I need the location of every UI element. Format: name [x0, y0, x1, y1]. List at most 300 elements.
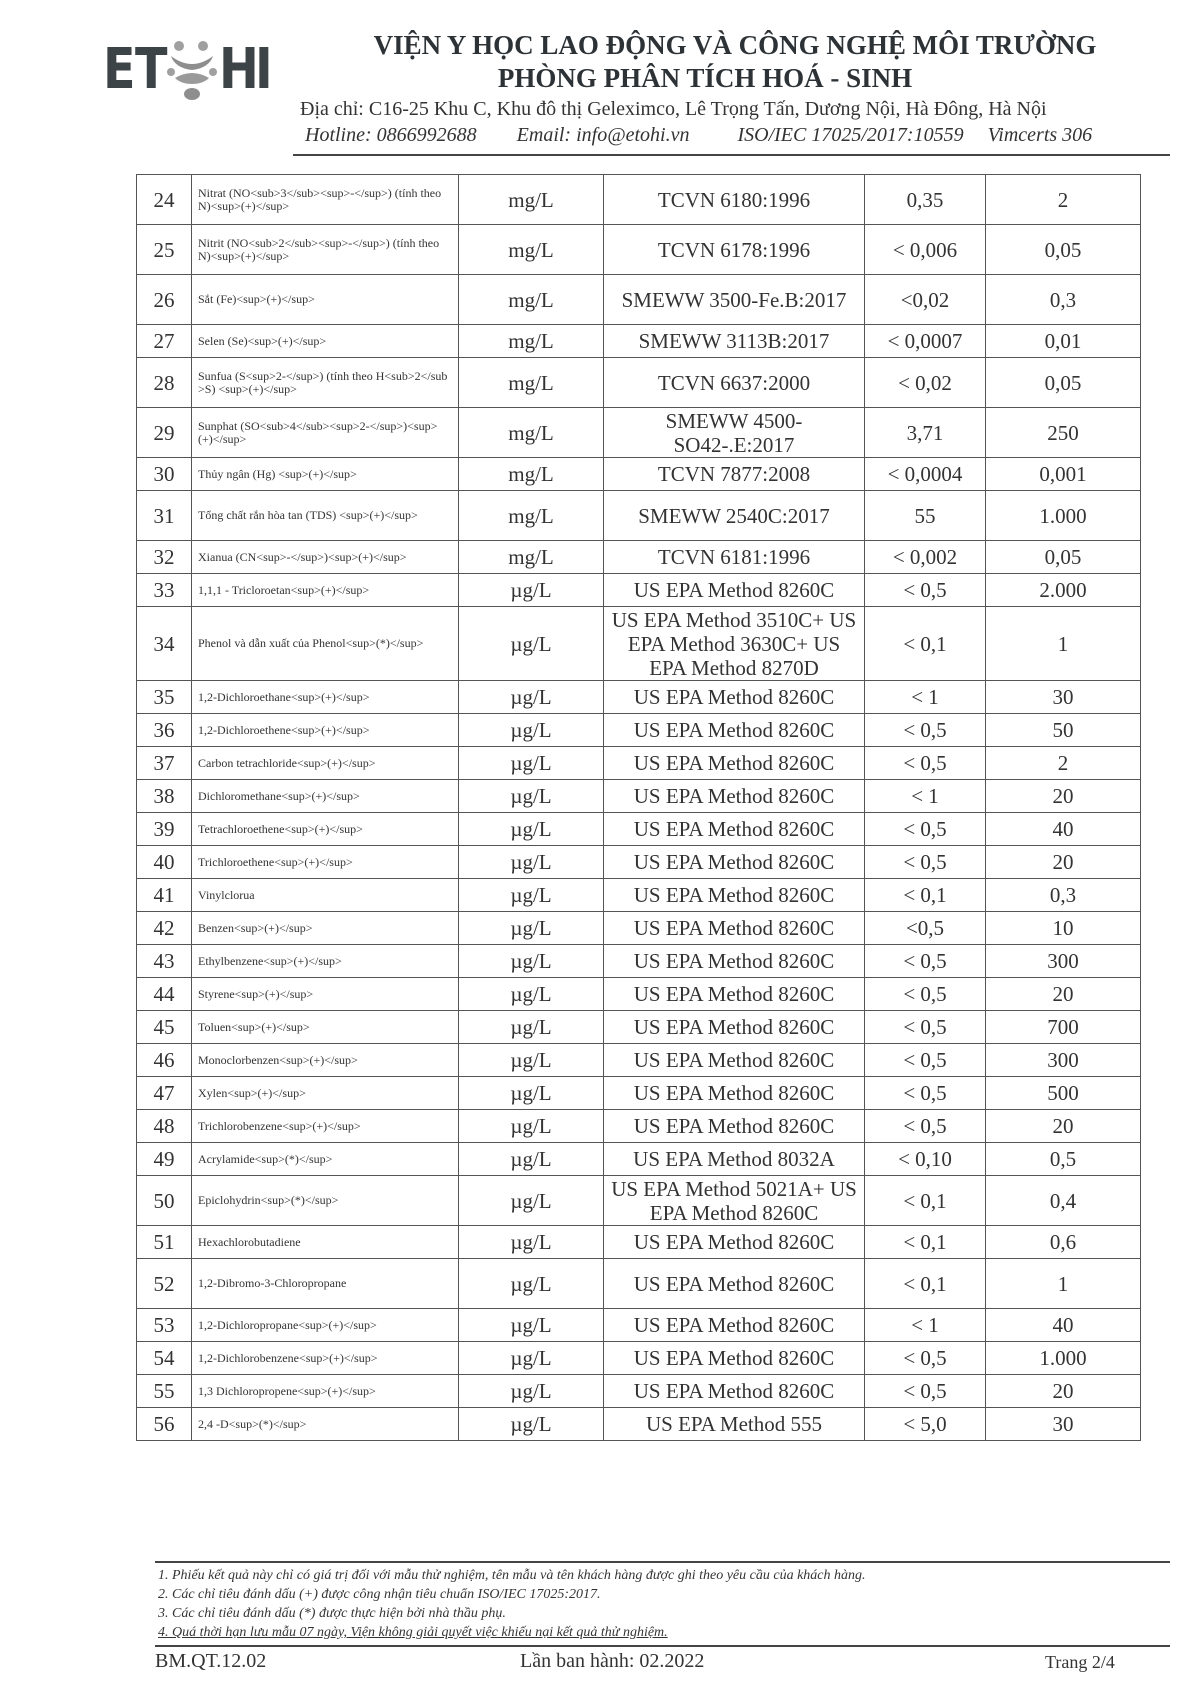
row-number-cell — [137, 1408, 192, 1441]
limit-value-cell — [986, 780, 1141, 813]
parameter-name: Tetrachloroethene<sup>(+)</sup> — [198, 821, 363, 836]
table-row — [137, 607, 1141, 681]
result-value: < 5,0 — [903, 1412, 947, 1436]
test-method-cell — [604, 1077, 865, 1110]
parameter-name: 1,2-Dichloroethane<sup>(+)</sup> — [198, 689, 370, 704]
row-number-cell — [137, 541, 192, 574]
result-value: < 0,5 — [903, 1379, 947, 1403]
parameter-name-cell — [192, 1226, 459, 1259]
limit-value: 0,05 — [1044, 545, 1082, 569]
row-number-cell — [137, 1259, 192, 1309]
limit-value-cell — [986, 714, 1141, 747]
note-1: 1. Phiếu kết quả này chỉ có giá trị đối với mẫu thử nghiệm, tên mẫu và tên khách hàng được ghi theo yêu cầu của khách hàng. — [158, 1568, 866, 1583]
limit-value-cell — [986, 1077, 1141, 1110]
table-row — [137, 681, 1141, 714]
parameter-name-cell — [192, 912, 459, 945]
limit-value: 2 — [1057, 751, 1069, 775]
parameter-name-cell — [192, 225, 459, 275]
footer-divider — [155, 1645, 1170, 1647]
result-value: < 0,5 — [903, 1114, 947, 1138]
unit-cell — [459, 1259, 604, 1309]
result-value-cell — [865, 358, 986, 408]
result-value-cell — [865, 458, 986, 491]
unit-cell — [459, 846, 604, 879]
unit: µg/L — [510, 850, 552, 874]
parameter-name-cell — [192, 574, 459, 607]
test-method-cell — [604, 458, 865, 491]
unit: µg/L — [510, 1048, 552, 1072]
parameter-name: Trichlorobenzene<sup>(+)</sup> — [198, 1118, 361, 1133]
result-value-cell — [865, 1259, 986, 1309]
unit-cell — [459, 1044, 604, 1077]
row-number-cell — [137, 1176, 192, 1226]
parameter-name-cell — [192, 541, 459, 574]
row-number: 30 — [153, 462, 175, 486]
limit-value: 500 — [1047, 1081, 1079, 1105]
test-method-cell — [604, 275, 865, 325]
result-value-cell — [865, 1143, 986, 1176]
row-number: 43 — [153, 949, 175, 973]
limit-value: 20 — [1052, 982, 1074, 1006]
limit-value-cell — [986, 1011, 1141, 1044]
unit: µg/L — [510, 982, 552, 1006]
parameter-name: Xianua (CN<sup>-</sup>)<sup>(+)</sup> — [198, 549, 407, 564]
limit-value: 0,5 — [1049, 1147, 1077, 1171]
unit-cell — [459, 1408, 604, 1441]
table-row — [137, 408, 1141, 458]
limit-value-cell — [986, 1110, 1141, 1143]
test-method: US EPA Method 8260C — [633, 1271, 835, 1296]
result-value: < 0,1 — [903, 631, 947, 656]
result-value-cell — [865, 1408, 986, 1441]
logo-figure-icon — [165, 38, 219, 102]
row-number-cell — [137, 1226, 192, 1259]
logo-letter-i: I — [255, 37, 273, 102]
row-number-cell — [137, 1011, 192, 1044]
result-value: 55 — [914, 503, 936, 528]
unit-cell — [459, 912, 604, 945]
table-row — [137, 978, 1141, 1011]
limit-value: 0,001 — [1039, 462, 1087, 486]
parameter-name: 1,3 Dichloropropene<sup>(+)</sup> — [198, 1383, 376, 1398]
row-number: 32 — [153, 545, 175, 569]
row-number: 50 — [153, 1188, 175, 1213]
test-method: TCVN 6637:2000 — [657, 370, 811, 395]
row-number-cell — [137, 491, 192, 541]
unit: µg/L — [510, 916, 552, 940]
issue-date: Lần ban hành: 02.2022 — [520, 1650, 705, 1672]
test-method: US EPA Method 8260C — [633, 751, 835, 775]
parameter-name: Styrene<sup>(+)</sup> — [198, 986, 314, 1001]
parameter-name-cell — [192, 1259, 459, 1309]
test-method: US EPA Method 8260C — [633, 685, 835, 709]
test-method: SMEWW 4500-SO42-.E:2017 — [665, 408, 803, 457]
row-number: 35 — [153, 685, 175, 709]
table-row — [137, 780, 1141, 813]
unit: µg/L — [510, 751, 552, 775]
test-method: US EPA Method 5021A+ US EPA Method 8260C — [611, 1176, 857, 1225]
limit-value-cell — [986, 846, 1141, 879]
result-value-cell — [865, 1176, 986, 1226]
results-table — [136, 174, 1141, 1441]
parameter-name-cell — [192, 1110, 459, 1143]
limit-value: 30 — [1052, 685, 1074, 709]
note-4: 4. Quá thời hạn lưu mẫu 07 ngày, Viện không giải quyết việc khiếu nại kết quả thử nghiệm. — [158, 1625, 668, 1640]
row-number-cell — [137, 912, 192, 945]
parameter-name-cell — [192, 1309, 459, 1342]
result-value: < 0,5 — [903, 1015, 947, 1039]
table-row — [137, 275, 1141, 325]
limit-value: 0,3 — [1049, 883, 1077, 907]
etohi-logo — [103, 30, 273, 110]
unit-cell — [459, 607, 604, 681]
row-number-cell — [137, 1375, 192, 1408]
test-method: US EPA Method 8260C — [633, 1048, 835, 1072]
parameter-name-cell — [192, 1077, 459, 1110]
test-method: US EPA Method 8032A — [633, 1147, 835, 1171]
row-number: 40 — [153, 850, 175, 874]
limit-value-cell — [986, 945, 1141, 978]
result-value: < 0,5 — [903, 718, 947, 742]
result-value-cell — [865, 1309, 986, 1342]
parameter-name: Hexachlorobutadiene — [198, 1234, 301, 1249]
row-number: 36 — [153, 718, 175, 742]
row-number: 37 — [153, 751, 175, 775]
unit: µg/L — [510, 883, 552, 907]
result-value: < 0,1 — [903, 1188, 947, 1213]
row-number: 45 — [153, 1015, 175, 1039]
limit-value-cell — [986, 912, 1141, 945]
limit-value: 20 — [1052, 1379, 1074, 1403]
table-row — [137, 1259, 1141, 1309]
parameter-name-cell — [192, 813, 459, 846]
notes-divider — [155, 1561, 1170, 1563]
test-method: US EPA Method 8260C — [633, 1114, 835, 1138]
note-2: 2. Các chỉ tiêu đánh dấu (+) được công nhận tiêu chuẩn ISO/IEC 17025:2017. — [158, 1587, 601, 1602]
test-method: US EPA Method 8260C — [633, 718, 835, 742]
limit-value: 0,05 — [1044, 370, 1082, 395]
unit-cell — [459, 945, 604, 978]
test-method: US EPA Method 8260C — [633, 1081, 835, 1105]
page-number: Trang 2/4 — [1045, 1652, 1115, 1672]
row-number: 51 — [153, 1230, 175, 1254]
test-method-cell — [604, 1176, 865, 1226]
unit: µg/L — [510, 1346, 552, 1370]
parameter-name-cell — [192, 1176, 459, 1226]
result-value-cell — [865, 978, 986, 1011]
table-row — [137, 1044, 1141, 1077]
unit: µg/L — [510, 949, 552, 973]
row-number-cell — [137, 1143, 192, 1176]
parameter-name: Toluen<sup>(+)</sup> — [198, 1019, 310, 1034]
limit-value-cell — [986, 747, 1141, 780]
limit-value: 0,3 — [1049, 287, 1077, 312]
parameter-name: 1,2-Dichloroethene<sup>(+)</sup> — [198, 722, 370, 737]
limit-value-cell — [986, 574, 1141, 607]
limit-value: 700 — [1047, 1015, 1079, 1039]
table-row — [137, 175, 1141, 225]
result-value: 3,71 — [906, 420, 944, 445]
unit: mg/L — [508, 287, 554, 312]
limit-value-cell — [986, 1342, 1141, 1375]
parameter-name-cell — [192, 945, 459, 978]
parameter-name-cell — [192, 879, 459, 912]
parameter-name: Nitrat (NO<sub>3</sub><sup>-</sup>) (tính theo N)<sup>(+)</sup> — [198, 185, 442, 213]
row-number: 28 — [153, 370, 175, 395]
result-value: < 0,5 — [903, 751, 947, 775]
limit-value: 0,05 — [1044, 237, 1082, 262]
test-method: US EPA Method 3510C+ US EPA Method 3630C+ US EPA Method 8270D — [611, 607, 857, 680]
parameter-name-cell — [192, 681, 459, 714]
result-value: < 0,1 — [903, 883, 947, 907]
result-value: <0,02 — [900, 287, 950, 312]
test-method-cell — [604, 978, 865, 1011]
unit-cell — [459, 541, 604, 574]
result-value-cell — [865, 1226, 986, 1259]
limit-value: 50 — [1052, 718, 1074, 742]
test-method-cell — [604, 1375, 865, 1408]
result-value: < 0,5 — [903, 1081, 947, 1105]
unit-cell — [459, 358, 604, 408]
table-row — [137, 1375, 1141, 1408]
unit: µg/L — [510, 817, 552, 841]
limit-value: 10 — [1052, 916, 1074, 940]
unit-cell — [459, 408, 604, 458]
row-number-cell — [137, 978, 192, 1011]
unit-cell — [459, 1143, 604, 1176]
unit-cell — [459, 1226, 604, 1259]
table-row — [137, 1176, 1141, 1226]
limit-value-cell — [986, 325, 1141, 358]
test-method: SMEWW 2540C:2017 — [638, 503, 830, 528]
row-number: 56 — [153, 1412, 175, 1436]
unit-cell — [459, 1011, 604, 1044]
result-value: < 1 — [911, 784, 939, 808]
parameter-name-cell — [192, 747, 459, 780]
result-value-cell — [865, 1110, 986, 1143]
limit-value-cell — [986, 1259, 1141, 1309]
row-number-cell — [137, 1309, 192, 1342]
result-value: < 0,1 — [903, 1271, 947, 1296]
table-row — [137, 912, 1141, 945]
result-value-cell — [865, 408, 986, 458]
parameter-name-cell — [192, 358, 459, 408]
table-row — [137, 458, 1141, 491]
result-value: < 0,0007 — [887, 329, 963, 353]
test-method: US EPA Method 8260C — [633, 578, 835, 602]
table-row — [137, 574, 1141, 607]
unit: µg/L — [510, 1313, 552, 1337]
table-row — [137, 846, 1141, 879]
row-number: 24 — [153, 187, 175, 212]
row-number-cell — [137, 325, 192, 358]
limit-value: 0,6 — [1049, 1230, 1077, 1254]
test-method-cell — [604, 225, 865, 275]
table-row — [137, 747, 1141, 780]
table-row — [137, 1309, 1141, 1342]
row-number: 42 — [153, 916, 175, 940]
parameter-name: Benzen<sup>(+)</sup> — [198, 920, 313, 935]
parameter-name-cell — [192, 1143, 459, 1176]
vimcerts: Vimcerts 306 — [987, 124, 1093, 146]
parameter-name: Epiclohydrin<sup>(*)</sup> — [198, 1193, 339, 1207]
unit: mg/L — [508, 545, 554, 569]
unit: µg/L — [510, 718, 552, 742]
parameter-name-cell — [192, 175, 459, 225]
table-row — [137, 1143, 1141, 1176]
table-row — [137, 225, 1141, 275]
row-number-cell — [137, 681, 192, 714]
row-number: 38 — [153, 784, 175, 808]
result-value: < 0,10 — [898, 1147, 952, 1171]
test-method: TCVN 6180:1996 — [657, 187, 811, 212]
row-number: 27 — [153, 329, 175, 353]
hotline: Hotline: 0866992688 — [305, 124, 477, 146]
limit-value: 1.000 — [1039, 503, 1087, 528]
notes — [158, 1566, 866, 1642]
test-method-cell — [604, 358, 865, 408]
test-method: US EPA Method 8260C — [633, 1313, 835, 1337]
unit-cell — [459, 1342, 604, 1375]
row-number-cell — [137, 175, 192, 225]
test-method: US EPA Method 8260C — [633, 1379, 835, 1403]
result-value-cell — [865, 175, 986, 225]
unit-cell — [459, 879, 604, 912]
result-value-cell — [865, 225, 986, 275]
limit-value: 20 — [1052, 784, 1074, 808]
table-row — [137, 879, 1141, 912]
unit: mg/L — [508, 370, 554, 395]
result-value: 0,35 — [906, 187, 944, 212]
result-value-cell — [865, 541, 986, 574]
limit-value-cell — [986, 879, 1141, 912]
test-method: TCVN 6181:1996 — [657, 545, 811, 569]
unit-cell — [459, 1375, 604, 1408]
test-method: SMEWW 3500-Fe.B:2017 — [621, 287, 847, 312]
unit-cell — [459, 1176, 604, 1226]
row-number: 44 — [153, 982, 175, 1006]
table-row — [137, 358, 1141, 408]
iso-accreditation: ISO/IEC 17025/2017:10559 — [737, 124, 964, 146]
limit-value-cell — [986, 358, 1141, 408]
parameter-name: Phenol và dẫn xuất của Phenol<sup>(*)</sup> — [198, 636, 424, 650]
test-method-cell — [604, 681, 865, 714]
test-method-cell — [604, 607, 865, 681]
parameter-name-cell — [192, 1011, 459, 1044]
test-method: US EPA Method 8260C — [633, 982, 835, 1006]
test-method-cell — [604, 1044, 865, 1077]
limit-value-cell — [986, 681, 1141, 714]
unit-cell — [459, 780, 604, 813]
result-value: < 0,02 — [898, 370, 952, 395]
limit-value: 1.000 — [1039, 1346, 1087, 1370]
result-value-cell — [865, 1011, 986, 1044]
row-number: 46 — [153, 1048, 175, 1072]
result-value-cell — [865, 747, 986, 780]
unit: µg/L — [510, 1271, 552, 1296]
limit-value: 1 — [1057, 631, 1069, 656]
test-method-cell — [604, 846, 865, 879]
test-method-cell — [604, 780, 865, 813]
test-method-cell — [604, 541, 865, 574]
parameter-name: Sunfua (S<sup>2-</sup>) (tính theo H<sub>2</sub>S) <sup>(+)</sup> — [198, 368, 448, 396]
result-value-cell — [865, 574, 986, 607]
row-number: 31 — [153, 503, 175, 528]
note-3: 3. Các chỉ tiêu đánh dấu (*) được thực hiện bởi nhà thầu phụ. — [158, 1606, 506, 1621]
row-number-cell — [137, 358, 192, 408]
row-number: 55 — [153, 1379, 175, 1403]
test-method-cell — [604, 1226, 865, 1259]
unit: µg/L — [510, 1015, 552, 1039]
parameter-name-cell — [192, 846, 459, 879]
limit-value-cell — [986, 1408, 1141, 1441]
unit: µg/L — [510, 578, 552, 602]
form-code: BM.QT.12.02 — [155, 1650, 267, 1672]
result-value-cell — [865, 813, 986, 846]
limit-value-cell — [986, 491, 1141, 541]
row-number: 34 — [153, 631, 175, 656]
parameter-name: Trichloroethene<sup>(+)</sup> — [198, 854, 353, 869]
result-value-cell — [865, 607, 986, 681]
limit-value-cell — [986, 275, 1141, 325]
limit-value-cell — [986, 1226, 1141, 1259]
unit: mg/L — [508, 462, 554, 486]
unit-cell — [459, 1077, 604, 1110]
test-method-cell — [604, 879, 865, 912]
unit: µg/L — [510, 1188, 552, 1213]
unit-cell — [459, 325, 604, 358]
limit-value-cell — [986, 458, 1141, 491]
result-value-cell — [865, 1044, 986, 1077]
logo-letter-h: H — [219, 37, 259, 102]
parameter-name-cell — [192, 1375, 459, 1408]
result-value-cell — [865, 945, 986, 978]
unit: mg/L — [508, 187, 554, 212]
test-method-cell — [604, 945, 865, 978]
row-number-cell — [137, 574, 192, 607]
limit-value-cell — [986, 813, 1141, 846]
result-value-cell — [865, 780, 986, 813]
row-number: 29 — [153, 420, 175, 445]
unit-cell — [459, 681, 604, 714]
test-method: TCVN 6178:1996 — [657, 237, 811, 262]
result-value-cell — [865, 1375, 986, 1408]
parameter-name-cell — [192, 978, 459, 1011]
unit-cell — [459, 978, 604, 1011]
parameter-name: 2,4 -D<sup>(*)</sup> — [198, 1416, 307, 1431]
result-value: < 0,5 — [903, 850, 947, 874]
unit-cell — [459, 1309, 604, 1342]
limit-value: 300 — [1047, 1048, 1079, 1072]
test-method: US EPA Method 8260C — [633, 949, 835, 973]
result-value: < 0,5 — [903, 1346, 947, 1370]
address: Địa chỉ: C16-25 Khu C, Khu đô thị Geleximco, Lê Trọng Tấn, Dương Nội, Hà Đông, Hà Nội — [300, 98, 1047, 120]
row-number: 53 — [153, 1313, 175, 1337]
parameter-name: Selen (Se)<sup>(+)</sup> — [198, 333, 327, 348]
unit: mg/L — [508, 420, 554, 445]
limit-value-cell — [986, 225, 1141, 275]
row-number-cell — [137, 747, 192, 780]
test-method-cell — [604, 325, 865, 358]
parameter-name-cell — [192, 458, 459, 491]
parameter-name-cell — [192, 1044, 459, 1077]
test-method: US EPA Method 555 — [645, 1412, 822, 1436]
limit-value-cell — [986, 607, 1141, 681]
limit-value: 20 — [1052, 850, 1074, 874]
table-row — [137, 1110, 1141, 1143]
limit-value-cell — [986, 1044, 1141, 1077]
limit-value: 0,01 — [1044, 329, 1082, 353]
